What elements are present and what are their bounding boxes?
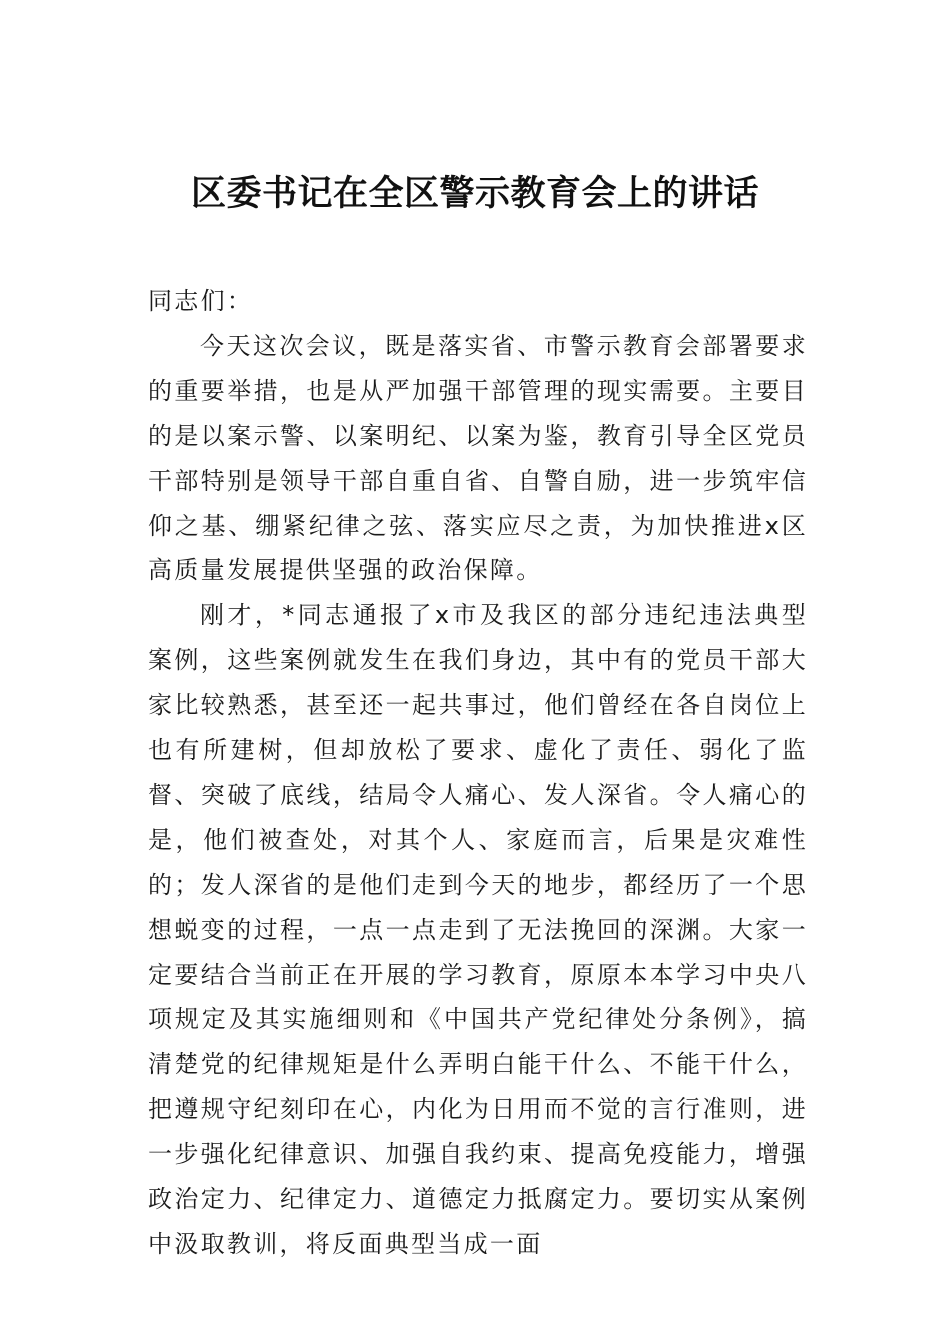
document-body [148, 279, 808, 1267]
paragraph-1: 今天这次会议，既是落实省、市警示教育会部署要求的重要举措，也是从严加强干部管理的现实需要。主要目的是以案示警、以案明纪、以案为鉴，教育引导全区党员干部特别是领导干部自重自省、自警自励，进一步筑牢信仰之基、绷紧纪律之弦、落实应尽之责，为加快推进x区高质量发展提供坚强的政治保障。 [148, 331, 808, 585]
paragraph-2: 刚才，*同志通报了x市及我区的部分违纪违法典型案例，这些案例就发生在我们身边，其中有的党员干部大家比较熟悉，甚至还一起共事过，他们曾经在各自岗位上也有所建树，但却放松了要求、虚化了责任、弱化了监督、突破了底线，结局令人痛心、发人深省。令人痛心的是，他们被查处，对其个人、家庭而言，后果是灾难性的；发人深省的是他们走到今天的地步，都经历了一个思想蜕变的过程，一点一点走到了无法挽回的深渊。大家一定要结合当前正在开展的学习教育，原原本本学习中央八项规定及其实施细则和《中国共产党纪律处分条例》，搞清楚党的纪律规矩是什么弄明白能干什么、不能干什么，把遵规守纪刻印在心，内化为日用而不觉的言行准则，进一步强化纪律意识、加强自我约束、提高免疫能力，增强政治定力、纪律定力、道德定力抵腐定力。要切实从案例中汲取教训，将反面典型当成一面 [148, 601, 808, 1259]
document-title: 区委书记在全区警示教育会上的讲话 [190, 173, 759, 214]
salutation: 同志们： [148, 287, 254, 315]
